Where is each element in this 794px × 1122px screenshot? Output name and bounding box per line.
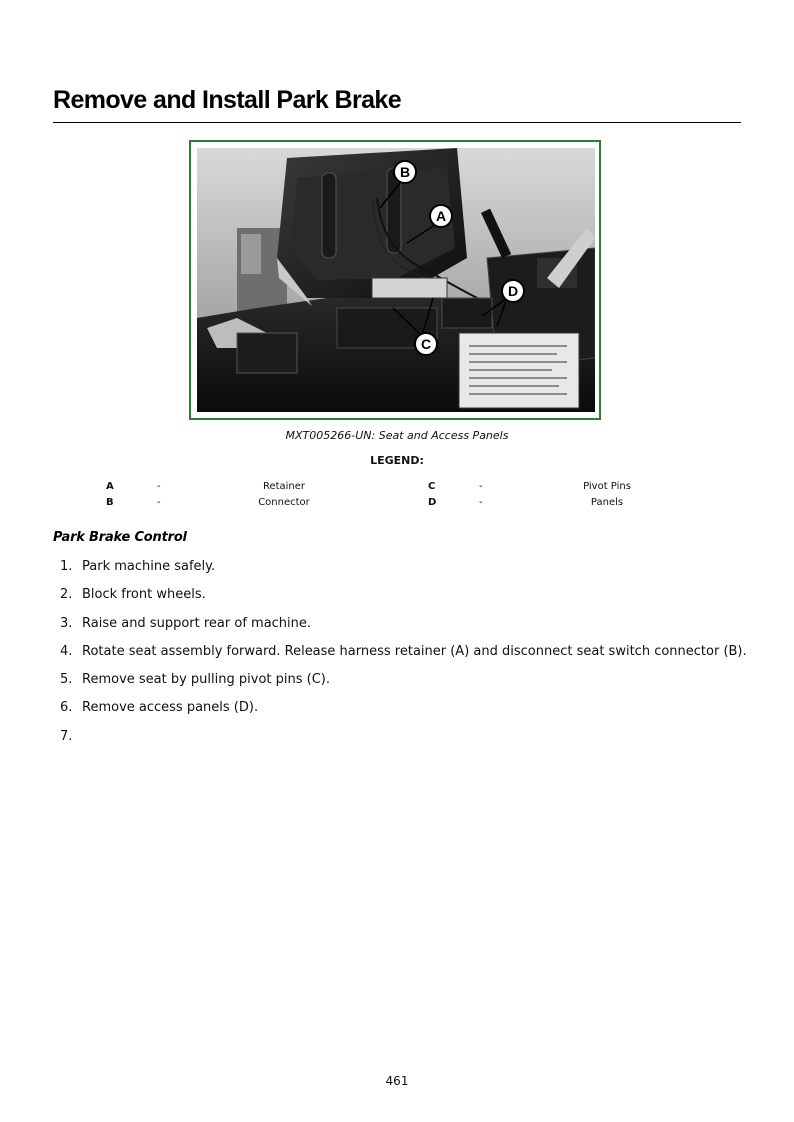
step-number: 6. <box>60 700 73 716</box>
step-item <box>60 644 760 672</box>
step-number: 7. <box>60 728 73 744</box>
legend-value: Retainer <box>262 481 306 492</box>
step-number: 1. <box>60 559 73 574</box>
callout-c <box>415 333 437 355</box>
legend-value: Pivot Pins <box>583 481 631 492</box>
step-item <box>60 559 760 587</box>
step-item <box>60 587 760 615</box>
callout-a <box>430 205 452 227</box>
title-divider <box>53 122 741 123</box>
procedure-steps <box>60 559 760 757</box>
step-item <box>60 729 760 757</box>
svg-text:C: C <box>420 336 432 352</box>
seat-access-panels-photo <box>197 148 595 412</box>
step-text: Park machine safely. <box>82 559 216 574</box>
step-text: Rotate seat assembly forward. Release harness retainer (A) and disconnect seat switch connector (B). <box>82 643 747 659</box>
step-number: 4. <box>60 643 73 659</box>
legend-separator: - <box>157 481 161 492</box>
step-text: Remove access panels (D). <box>82 700 259 716</box>
step-item <box>60 672 760 700</box>
step-item <box>60 700 760 728</box>
svg-text:A: A <box>435 208 447 224</box>
legend-row <box>0 497 794 513</box>
svg-text:D: D <box>507 283 519 299</box>
step-number: 2. <box>60 587 73 603</box>
step-text: Remove seat by pulling pivot pins (C). <box>82 672 330 688</box>
figure-caption: MXT005266-UN: Seat and Access Panels <box>285 429 509 442</box>
page-title: Remove and Install Park Brake <box>53 86 402 114</box>
legend-key: C <box>428 481 436 492</box>
callout-b <box>394 161 416 183</box>
callout-d <box>502 280 524 302</box>
step-number: 5. <box>60 672 73 688</box>
legend-value: Panels <box>590 497 624 508</box>
step-text: Raise and support rear of machine. <box>82 615 312 631</box>
legend-separator: - <box>157 497 161 508</box>
svg-text:B: B <box>399 164 411 180</box>
legend-separator: - <box>479 481 483 492</box>
step-number: 3. <box>60 615 73 631</box>
legend-separator: - <box>479 497 483 508</box>
step-item <box>60 616 760 644</box>
legend-title: LEGEND: <box>370 454 424 467</box>
legend-row <box>0 481 794 497</box>
legend-key: D <box>428 497 437 508</box>
legend-key: A <box>106 481 114 492</box>
section-heading: Park Brake Control <box>53 530 187 545</box>
page-number: 461 <box>385 1074 409 1088</box>
legend-key: B <box>106 497 114 508</box>
step-text: Block front wheels. <box>82 587 206 603</box>
legend-value: Connector <box>258 497 310 508</box>
figure-frame <box>189 140 601 420</box>
